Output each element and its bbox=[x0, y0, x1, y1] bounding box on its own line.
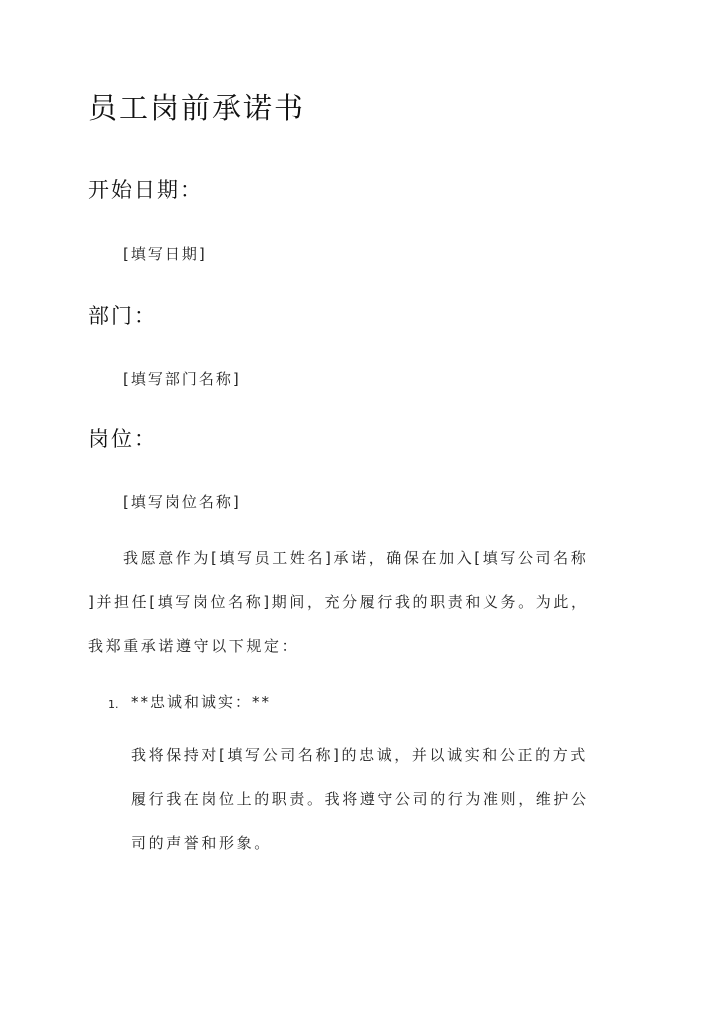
intro-line: 我愿意作为[填写员工姓名]承诺，确保在加入[填写公司名称 bbox=[123, 549, 589, 567]
intro-line: 我郑重承诺遵守以下规定： bbox=[88, 637, 300, 655]
list-item-body-line: 履行我在岗位上的职责。我将遵守公司的行为准则，维护公 bbox=[131, 790, 589, 808]
list-item-body-line: 司的声誉和形象。 bbox=[131, 834, 272, 852]
start-date-value: [填写日期] bbox=[123, 245, 207, 263]
list-item-body-line: 我将保持对[填写公司名称]的忠诚，并以诚实和公正的方式 bbox=[131, 746, 588, 764]
department-heading: 部门： bbox=[88, 304, 157, 328]
document-title: 员工岗前承诺书 bbox=[88, 91, 306, 125]
position-heading: 岗位： bbox=[88, 427, 157, 451]
list-item-heading: **忠诚和诚实：** bbox=[131, 693, 272, 711]
list-item-body bbox=[131, 733, 631, 865]
department-value: [填写部门名称] bbox=[123, 370, 241, 388]
position-value: [填写岗位名称] bbox=[123, 493, 241, 511]
intro-line: ]并担任[填写岗位名称]期间，充分履行我的职责和义务。为此， bbox=[88, 593, 589, 611]
list-item-number: 1. bbox=[108, 698, 119, 711]
intro-paragraph bbox=[88, 536, 638, 668]
start-date-heading: 开始日期： bbox=[88, 178, 203, 202]
